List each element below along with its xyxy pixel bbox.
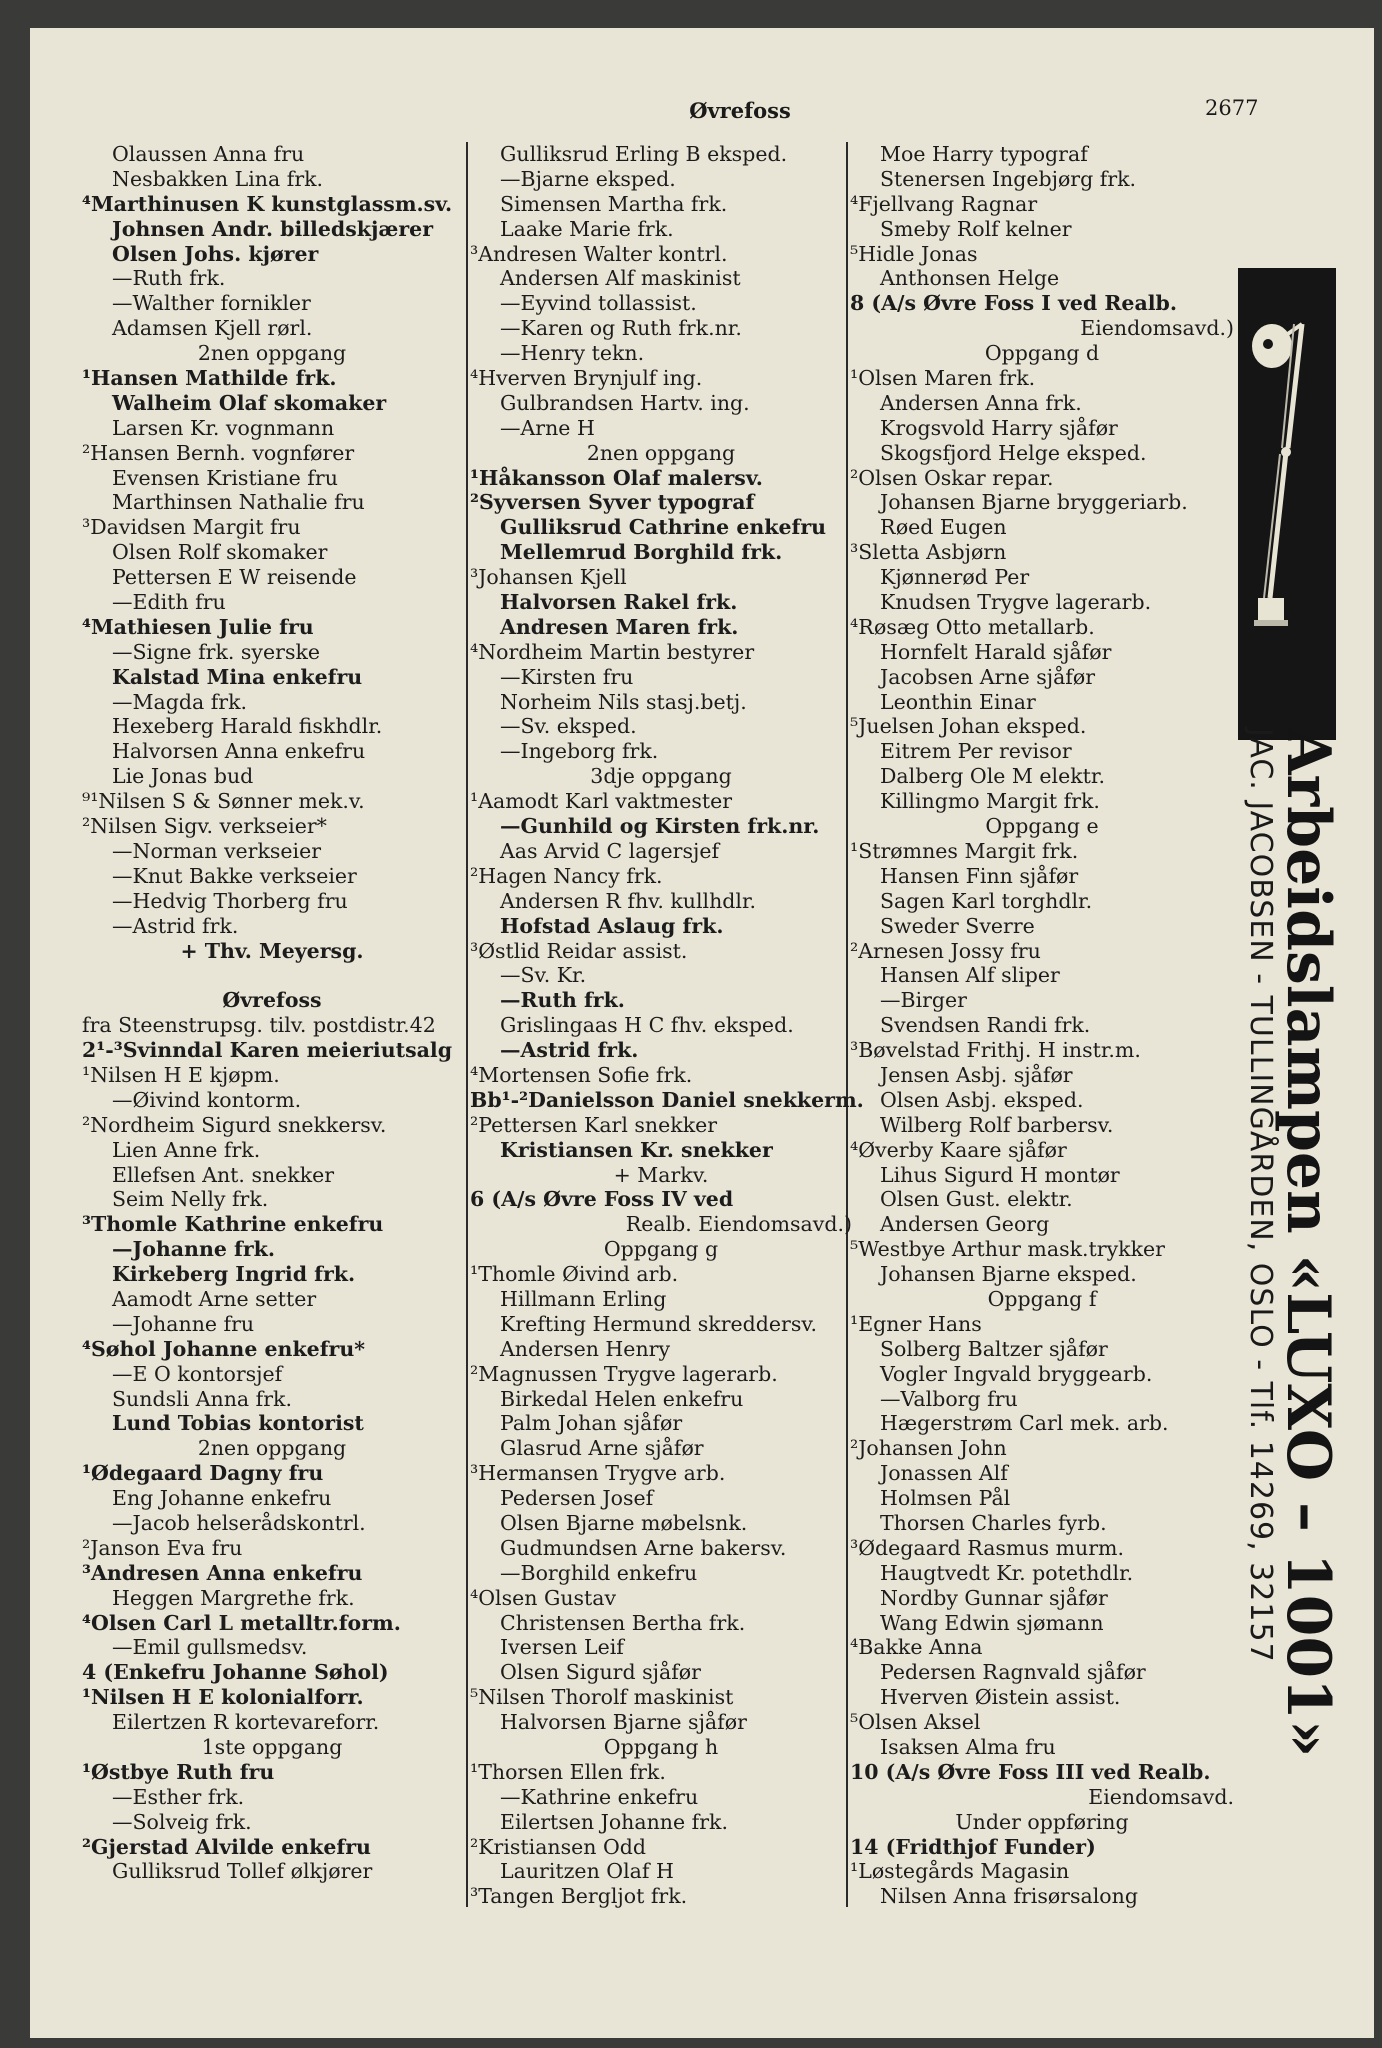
- directory-entry: —Øivind kontorm.: [112, 1087, 302, 1112]
- directory-entry: Eng Johanne enkefru: [112, 1486, 332, 1511]
- advert-vertical-text: [1238, 728, 1343, 1858]
- directory-entry: Olsen Asbj. eksped.: [880, 1087, 1084, 1112]
- directory-entry: 4 (Enkefru Johanne Søhol): [82, 1660, 389, 1685]
- directory-entry: Pedersen Josef: [500, 1486, 654, 1511]
- directory-entry: Marthinsen Nathalie fru: [112, 490, 365, 515]
- directory-entry: Eitrem Per revisor: [880, 739, 1072, 764]
- directory-entry: Eiendomsavd.: [1088, 1784, 1234, 1809]
- directory-entry: ⁹¹Nilsen S & Sønner mek.v.: [82, 789, 365, 814]
- directory-entry: Anthonsen Helge: [880, 266, 1060, 291]
- directory-entry: Hægerstrøm Carl mek. arb.: [880, 1411, 1169, 1436]
- directory-entry: Krefting Hermund skreddersv.: [500, 1311, 817, 1336]
- directory-entry: 14 (Fridthjof Funder): [850, 1834, 1096, 1859]
- directory-entry: Kristiansen Kr. snekker: [500, 1137, 773, 1162]
- directory-entry: Oppgang f: [987, 1286, 1097, 1311]
- directory-entry: ²Kristiansen Odd: [470, 1834, 647, 1859]
- directory-entry: ²Nilsen Sigv. verkseier*: [82, 814, 327, 839]
- directory-entry: ²Hagen Nancy frk.: [470, 863, 663, 888]
- directory-entry: Jensen Asbj. sjåfør: [880, 1062, 1073, 1087]
- directory-entry: Øvrefoss: [222, 988, 322, 1013]
- directory-entry: Palm Johan sjåfør: [500, 1411, 683, 1436]
- directory-entry: ²Johansen John: [850, 1436, 1007, 1461]
- directory-entry: ²Janson Eva fru: [82, 1535, 243, 1560]
- directory-entry: Olsen Johs. kjører: [112, 241, 319, 266]
- directory-entry: Andersen Alf maskinist: [500, 266, 741, 291]
- directory-entry: Jacobsen Arne sjåfør: [880, 664, 1096, 689]
- directory-entry: ¹Hansen Mathilde frk.: [82, 366, 337, 391]
- directory-entry: Leonthin Einar: [880, 689, 1036, 714]
- directory-entry: —Karen og Ruth frk.nr.: [500, 316, 742, 341]
- directory-entry: —Johanne fru: [112, 1311, 255, 1336]
- directory-entry: —Eyvind tollassist.: [500, 291, 697, 316]
- directory-entry: Haugtvedt Kr. potethdlr.: [880, 1560, 1134, 1585]
- directory-entry: Killingmo Margit frk.: [880, 789, 1100, 814]
- directory-entry: —Edith fru: [112, 590, 226, 615]
- directory-entry: ³Ødegaard Rasmus murm.: [850, 1535, 1125, 1560]
- directory-entry: Gulbrandsen Hartv. ing.: [500, 390, 750, 415]
- directory-entry: Gulliksrud Tollef ølkjører: [112, 1859, 373, 1884]
- directory-entry: —Bjarne eksped.: [500, 166, 676, 191]
- directory-entry: ¹Østbye Ruth fru: [82, 1759, 275, 1784]
- directory-entry: ¹Strømnes Margit frk.: [850, 838, 1079, 863]
- directory-entry: Oppgang d: [984, 341, 1100, 366]
- directory-entry: —Jacob helserådskontrl.: [112, 1510, 366, 1535]
- directory-entry: 2nen oppgang: [586, 440, 736, 465]
- directory-entry: Halvorsen Bjarne sjåfør: [500, 1710, 747, 1735]
- directory-entry: Dalberg Ole M elektr.: [880, 764, 1105, 789]
- directory-entry: —Ruth frk.: [112, 266, 226, 291]
- directory-entry: Nilsen Anna frisørsalong: [880, 1884, 1138, 1909]
- directory-entry: Mellemrud Borghild frk.: [500, 540, 783, 565]
- directory-entry: Andresen Maren frk.: [500, 614, 739, 639]
- directory-entry: Holmsen Pål: [880, 1486, 1011, 1511]
- directory-entry: Realb. Eiendomsavd.): [625, 1212, 852, 1237]
- directory-entry: —Ruth frk.: [500, 988, 625, 1013]
- directory-entry: Grislingaas H C fhv. eksped.: [500, 1013, 794, 1038]
- directory-entry: ⁴Olsen Gustav: [470, 1585, 617, 1610]
- directory-entry: —Esther frk.: [112, 1784, 245, 1809]
- directory-entry: Laake Marie frk.: [500, 216, 674, 241]
- directory-entry: ¹Håkansson Olaf malersv.: [470, 465, 763, 490]
- directory-entry: —Valborg fru: [880, 1386, 1018, 1411]
- directory-entry: ⁵Olsen Aksel: [850, 1710, 981, 1735]
- directory-entry: Andersen Georg: [880, 1212, 1050, 1237]
- directory-entry: Oppgang g: [603, 1237, 719, 1262]
- directory-entry: ²Gjerstad Alvilde enkefru: [82, 1834, 371, 1859]
- directory-entry: ⁴Olsen Carl L metalltr.form.: [82, 1610, 401, 1635]
- directory-entry: Iversen Leif: [500, 1635, 624, 1660]
- directory-entry: ⁴Mathiesen Julie fru: [82, 614, 314, 639]
- directory-entry: 10 (A/s Øvre Foss III ved Realb.: [850, 1759, 1211, 1784]
- directory-entry: Seim Nelly frk.: [112, 1187, 269, 1212]
- directory-entry: ³Bøvelstad Frithj. H instr.m.: [850, 1038, 1141, 1063]
- directory-entry: ⁵Nilsen Thorolf maskinist: [470, 1685, 734, 1710]
- advert-headline: Arbeidslampen «LUXO – 1001»: [1273, 728, 1343, 1758]
- directory-entry: Glasrud Arne sjåfør: [500, 1436, 704, 1461]
- directory-entry: —Magda frk.: [112, 689, 248, 714]
- directory-entry: —Borghild enkefru: [500, 1560, 698, 1585]
- directory-entry: ⁴Røsæg Otto metallarb.: [850, 614, 1095, 639]
- directory-entry: Hillmann Erling: [500, 1286, 667, 1311]
- directory-entry: ³Østlid Reidar assist.: [470, 938, 688, 963]
- directory-entry: Eiendomsavd.): [1080, 316, 1234, 341]
- directory-entry: —Ingeborg frk.: [500, 739, 659, 764]
- directory-entry: Heggen Margrethe frk.: [112, 1585, 355, 1610]
- directory-entry: ²Hansen Bernh. vognfører: [82, 440, 355, 465]
- directory-entry: [82, 963, 462, 988]
- directory-entry: ¹Olsen Maren frk.: [850, 366, 1036, 391]
- directory-entry: ⁴Bakke Anna: [850, 1635, 983, 1660]
- directory-entry: —Knut Bakke verkseier: [112, 863, 357, 888]
- directory-entry: Simensen Martha frk.: [500, 191, 728, 216]
- directory-entry: Krogsvold Harry sjåfør: [880, 415, 1118, 440]
- directory-entry: Pettersen E W reisende: [112, 565, 357, 590]
- directory-entry: Gulliksrud Erling B eksped.: [500, 142, 788, 166]
- directory-entry: ⁴Hverven Brynjulf ing.: [470, 366, 703, 391]
- directory-entry: Johansen Bjarne bryggeriarb.: [880, 490, 1188, 515]
- directory-entry: 2¹-³Svinndal Karen meieriutsalg: [82, 1038, 453, 1063]
- directory-entry: Larsen Kr. vognmann: [112, 415, 335, 440]
- directory-entry: ⁴Søhol Johanne enkefru*: [82, 1336, 365, 1361]
- directory-entry: Norheim Nils stasj.betj.: [500, 689, 747, 714]
- directory-entry: ¹Ødegaard Dagny fru: [82, 1461, 324, 1486]
- directory-entry: Svendsen Randi frk.: [880, 1013, 1091, 1038]
- directory-entry: Eilertzen R kortevareforr.: [112, 1710, 380, 1735]
- directory-entry: Walheim Olaf skomaker: [112, 390, 387, 415]
- directory-entry: Kalstad Mina enkefru: [112, 664, 363, 689]
- directory-entry: Olaussen Anna fru: [112, 142, 305, 166]
- directory-entry: —Kirsten fru: [500, 664, 634, 689]
- directory-entry: Smeby Rolf kelner: [880, 216, 1072, 241]
- directory-entry: Oppgang e: [985, 814, 1099, 839]
- directory-entry: Skogsfjord Helge eksped.: [880, 440, 1147, 465]
- directory-entry: ³Andresen Anna enkefru: [82, 1560, 363, 1585]
- directory-column-2: [470, 142, 864, 1909]
- directory-entry: fra Steenstrupsg. tilv. postdistr.42: [82, 1013, 436, 1038]
- directory-entry: 6 (A/s Øvre Foss IV ved: [470, 1187, 734, 1212]
- directory-entry: Adamsen Kjell rørl.: [112, 316, 313, 341]
- directory-entry: —Hedvig Thorberg fru: [112, 888, 348, 913]
- directory-entry: —Sv. eksped.: [500, 714, 637, 739]
- desk-lamp-icon: [1238, 268, 1336, 740]
- directory-entry: —Signe frk. syerske: [112, 639, 321, 664]
- directory-entry: —Norman verkseier: [112, 838, 322, 863]
- directory-entry: Pedersen Ragnvald sjåfør: [880, 1660, 1146, 1685]
- directory-entry: 8 (A/s Øvre Foss I ved Realb.: [850, 291, 1178, 316]
- directory-entry: ⁴Mortensen Sofie frk.: [470, 1062, 693, 1087]
- directory-entry: Moe Harry typograf: [880, 142, 1088, 166]
- directory-column-1: [82, 142, 462, 1884]
- directory-entry: Oppgang h: [603, 1735, 719, 1759]
- directory-entry: ⁵Juelsen Johan eksped.: [850, 714, 1087, 739]
- directory-entry: Stenersen Ingebjørg frk.: [880, 166, 1137, 191]
- page-title: Øvrefoss: [689, 98, 791, 123]
- directory-entry: ³Johansen Kjell: [470, 565, 627, 590]
- directory-entry: 3dje oppgang: [590, 764, 732, 789]
- directory-entry: 1ste oppgang: [201, 1735, 343, 1759]
- directory-entry: —Astrid frk.: [112, 913, 239, 938]
- directory-entry: Andersen Henry: [500, 1336, 671, 1361]
- directory-entry: Hansen Finn sjåfør: [880, 863, 1079, 888]
- directory-entry: Andersen R fhv. kullhdlr.: [500, 888, 757, 913]
- directory-entry: Wang Edwin sjømann: [880, 1610, 1104, 1635]
- directory-entry: Lien Anne frk.: [112, 1137, 261, 1162]
- directory-entry: Røed Eugen: [880, 515, 1007, 540]
- directory-entry: ²Syversen Syver typograf: [470, 490, 755, 515]
- directory-entry: Lund Tobias kontorist: [112, 1411, 364, 1436]
- directory-entry: ¹Nilsen H E kolonialforr.: [82, 1685, 364, 1710]
- directory-entry: + Thv. Meyersg.: [180, 938, 364, 963]
- directory-entry: Sundsli Anna frk.: [112, 1386, 292, 1411]
- directory-entry: —Astrid frk.: [500, 1038, 639, 1063]
- directory-entry: —Solveig frk.: [112, 1809, 252, 1834]
- directory-entry: Knudsen Trygve lagerarb.: [880, 590, 1152, 615]
- column-divider: [466, 142, 468, 1907]
- directory-entry: ⁴Nordheim Martin bestyrer: [470, 639, 755, 664]
- directory-entry: Lie Jonas bud: [112, 764, 254, 789]
- directory-entry: Olsen Sigurd sjåfør: [500, 1660, 701, 1685]
- directory-entry: Evensen Kristiane fru: [112, 465, 338, 490]
- directory-entry: —E O kontorsjef: [112, 1361, 283, 1386]
- directory-entry: ⁴Fjellvang Ragnar: [850, 191, 1038, 216]
- directory-entry: Sweder Sverre: [880, 913, 1035, 938]
- directory-entry: 2nen oppgang: [197, 341, 347, 366]
- directory-entry: Christensen Bertha frk.: [500, 1610, 746, 1635]
- lamp-advert-image: [1238, 268, 1336, 740]
- directory-entry: ⁵Westbye Arthur mask.trykker: [850, 1237, 1165, 1262]
- directory-entry: Ellefsen Ant. snekker: [112, 1162, 335, 1187]
- directory-entry: ³Hermansen Trygve arb.: [470, 1461, 726, 1486]
- directory-entry: Lauritzen Olaf H: [500, 1859, 674, 1884]
- directory-entry: ³Davidsen Margit fru: [82, 515, 301, 540]
- directory-column-3: [850, 142, 1234, 1909]
- directory-entry: —Henry tekn.: [500, 341, 645, 366]
- directory-entry: —Kathrine enkefru: [500, 1784, 699, 1809]
- directory-entry: Halvorsen Anna enkefru: [112, 739, 366, 764]
- directory-entry: Thorsen Charles fyrb.: [880, 1510, 1107, 1535]
- directory-entry: ¹Thorsen Ellen frk.: [470, 1759, 666, 1784]
- directory-entry: Halvorsen Rakel frk.: [500, 590, 738, 615]
- directory-entry: Olsen Gust. elektr.: [880, 1187, 1073, 1212]
- directory-entry: ³Sletta Asbjørn: [850, 540, 1007, 565]
- directory-entry: Hansen Alf sliper: [880, 963, 1060, 988]
- directory-entry: Vogler Ingvald bryggearb.: [880, 1361, 1153, 1386]
- directory-entry: ²Olsen Oskar repar.: [850, 465, 1054, 490]
- directory-entry: ⁴Marthinusen K kunstglassm.sv.: [82, 191, 453, 216]
- directory-entry: Kjønnerød Per: [880, 565, 1030, 590]
- directory-entry: Solberg Baltzer sjåfør: [880, 1336, 1108, 1361]
- directory-entry: Kirkeberg Ingrid frk.: [112, 1262, 356, 1287]
- directory-entry: Hexeberg Harald fiskhdlr.: [112, 714, 383, 739]
- directory-entry: Johansen Bjarne eksped.: [880, 1262, 1137, 1287]
- directory-entry: ²Pettersen Karl snekker: [470, 1112, 718, 1137]
- directory-entry: —Arne H: [500, 415, 595, 440]
- directory-entry: Gudmundsen Arne bakersv.: [500, 1535, 787, 1560]
- directory-entry: —Birger: [880, 988, 967, 1013]
- directory-entry: + Markv.: [613, 1162, 709, 1187]
- directory-entry: Nesbakken Lina frk.: [112, 166, 324, 191]
- page-number: 2677: [1205, 96, 1259, 120]
- directory-entry: Lihus Sigurd H montør: [880, 1162, 1120, 1187]
- directory-entry: —Walther fornikler: [112, 291, 311, 316]
- directory-entry: Andersen Anna frk.: [880, 390, 1082, 415]
- directory-entry: Under oppføring: [955, 1809, 1129, 1834]
- directory-entry: Gulliksrud Cathrine enkefru: [500, 515, 827, 540]
- directory-entry: Aamodt Arne setter: [112, 1286, 317, 1311]
- directory-entry: ¹Nilsen H E kjøpm.: [82, 1062, 280, 1087]
- directory-entry: ³Andresen Walter kontrl.: [470, 241, 728, 266]
- directory-entry: Olsen Rolf skomaker: [112, 540, 328, 565]
- directory-entry: Wilberg Rolf barbersv.: [880, 1112, 1114, 1137]
- directory-entry: ²Nordheim Sigurd snekkersv.: [82, 1112, 387, 1137]
- directory-entry: Olsen Bjarne møbelsnk.: [500, 1510, 748, 1535]
- directory-entry: —Sv. Kr.: [500, 963, 587, 988]
- directory-entry: Aas Arvid C lagersjef: [500, 838, 720, 863]
- directory-entry: ¹Thomle Øivind arb.: [470, 1262, 679, 1287]
- directory-entry: ²Magnussen Trygve lagerarb.: [470, 1361, 778, 1386]
- directory-entry: Birkedal Helen enkefru: [500, 1386, 744, 1411]
- directory-entry: Isaksen Alma fru: [880, 1735, 1056, 1759]
- directory-entry: —Johanne frk.: [112, 1237, 276, 1262]
- directory-entry: Jonassen Alf: [880, 1461, 1008, 1486]
- directory-entry: —Gunhild og Kirsten frk.nr.: [500, 814, 820, 839]
- directory-entry: ³Thomle Kathrine enkefru: [82, 1212, 384, 1237]
- directory-entry: Hverven Øistein assist.: [880, 1685, 1121, 1710]
- directory-entry: Johnsen Andr. billedskjærer: [112, 216, 434, 241]
- directory-entry: ¹Løstegårds Magasin: [850, 1859, 1070, 1884]
- directory-entry: Sagen Karl torghdlr.: [880, 888, 1093, 913]
- directory-entry: Eilertsen Johanne frk.: [500, 1809, 728, 1834]
- directory-entry: Hornfelt Harald sjåfør: [880, 639, 1112, 664]
- directory-entry: ¹Egner Hans: [850, 1311, 982, 1336]
- directory-entry: 2nen oppgang: [197, 1436, 347, 1461]
- directory-entry: ²Arnesen Jossy fru: [850, 938, 1041, 963]
- directory-entry: ⁵Hidle Jonas: [850, 241, 978, 266]
- directory-entry: ³Tangen Bergljot frk.: [470, 1884, 688, 1909]
- directory-entry: Nordby Gunnar sjåfør: [880, 1585, 1108, 1610]
- advert-address: JAC. JACOBSEN - TULLINGÅRDEN, OSLO - Tlf. 14269, 32157: [1243, 728, 1278, 1663]
- directory-entry: Hofstad Aslaug frk.: [500, 913, 724, 938]
- directory-entry: Bb¹-²Danielsson Daniel snekkerm.: [470, 1087, 864, 1112]
- directory-entry: —Emil gullsmedsv.: [112, 1635, 308, 1660]
- directory-entry: ⁴Øverby Kaare sjåfør: [850, 1137, 1067, 1162]
- directory-entry: ¹Aamodt Karl vaktmester: [470, 789, 733, 814]
